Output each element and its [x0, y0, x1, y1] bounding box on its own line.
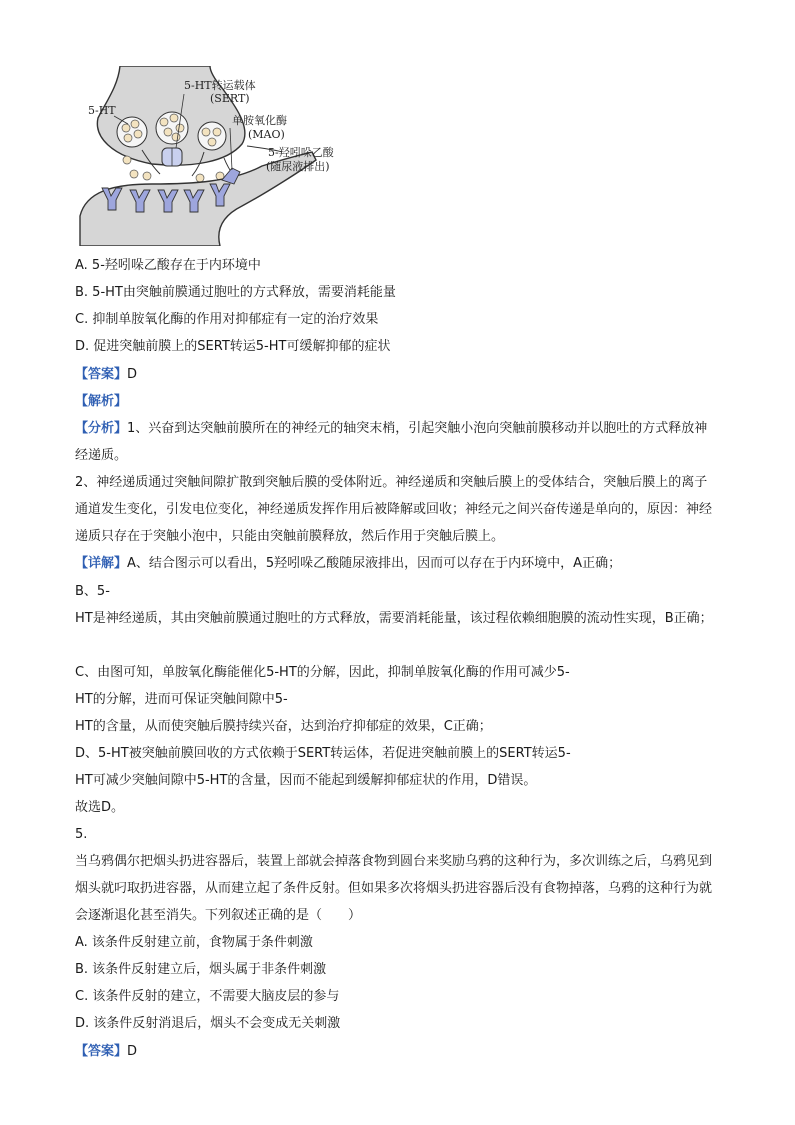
analysis-tag: 【解析】: [75, 394, 128, 409]
q4-detail-c2: HT的分解，进而可保证突触间隙中5-: [75, 692, 288, 707]
label-sert: 5-HT转运载体: [184, 79, 256, 92]
fenxi-1-text: 1、兴奋到达突触前膜所在的神经元的轴突末梢，引起突触小泡向突触前膜移动并以胞吐的方式释放神经递质。: [75, 421, 708, 463]
q4-option-c: C. 抑制单胺氧化酶的作用对抑郁症有一定的治疗效果: [75, 312, 379, 327]
answer-tag: 【答案】: [75, 367, 128, 382]
answer-value: D: [127, 367, 138, 382]
q5-option-c: C. 该条件反射的建立，不需要大脑皮层的参与: [75, 989, 340, 1004]
q4-answer-line: [75, 366, 137, 384]
q4-option-a: A. 5-羟吲哚乙酸存在于内环境中: [75, 258, 261, 273]
q5-answer-tag: 【答案】: [75, 1044, 128, 1059]
q4-conclusion: 故选D。: [75, 800, 125, 815]
q4-detail-c1: C、由图可知，单胺氧化酶能催化5-HT的分解，因此，抑制单胺氧化酶的作用可减少5-: [75, 665, 570, 680]
synapse-diagram: [72, 66, 372, 246]
q4-detail-d2: HT可减少突触间隙中5-HT的含量，因而不能起到缓解抑郁症状的作用，D错误。: [75, 773, 537, 788]
synapse-figure: [72, 66, 372, 246]
q4-detail-b2: HT是神经递质，其由突触前膜通过胞吐的方式释放，需要消耗能量，该过程依赖细胞膜的流动性实现，B正确；: [75, 611, 713, 626]
q5-option-a: A. 该条件反射建立前，食物属于条件刺激: [75, 935, 313, 950]
q5-number: 5.: [75, 827, 88, 842]
q4-option-b: B. 5-HT由突触前膜通过胞吐的方式释放，需要消耗能量: [75, 285, 396, 300]
label-mao-abbr: (MAO): [248, 128, 285, 141]
q4-detail-a: [75, 555, 621, 573]
label-sert-abbr: (SERT): [210, 92, 250, 105]
q5-option-b: B. 该条件反射建立后，烟头属于非条件刺激: [75, 962, 327, 977]
detail-a-text: A、结合图示可以看出，5羟吲哚乙酸随尿液排出，因而可以存在于内环境中，A正确；: [127, 556, 622, 571]
fenxi-tag: 【分析】: [75, 421, 128, 436]
q4-detail-c3: HT的含量，从而使突触后膜持续兴奋，达到治疗抑郁症的效果，C正确；: [75, 719, 492, 734]
q4-fenxi-2: 2、神经递质通过突触间隙扩散到突触后膜的受体附近。神经递质和突触后膜上的受体结合，突触后膜上的离子通道发生变化，引发电位变化，神经递质发挥作用后被降解或回收；神经元之间兴奋传递是单向的，原因：神经递质只存在于突触小泡中，只能由突触前膜释放，然后作用于突触后膜上。: [75, 475, 713, 544]
detail-tag: 【详解】: [75, 556, 128, 571]
q5-option-d: D. 该条件反射消退后，烟头不会变成无关刺激: [75, 1016, 341, 1031]
label-hiaa-note: (随尿液排出): [266, 160, 330, 173]
q5-stem: 当乌鸦偶尔把烟头扔进容器后，装置上部就会掉落食物到圆台来奖励乌鸦的这种行为，多次训练之后，乌鸦见到烟头就叼取扔进容器，从而建立起了条件反射。但如果多次将烟头扔进容器后没有食物掉落，乌鸦的这种行为就会逐渐退化甚至消失。下列叙述正确的是（ ）: [75, 854, 713, 923]
label-hiaa: 5-羟吲哚乙酸: [268, 146, 334, 159]
label-5ht: 5-HT: [88, 104, 116, 117]
q4-analysis-line: [75, 393, 127, 411]
q4-detail-d1: D、5-HT被突触前膜回收的方式依赖于SERT转运体，若促进突触前膜上的SERT转运5-: [75, 746, 571, 761]
q4-fenxi-1: [75, 415, 720, 469]
q4-detail-b1: B、5-: [75, 584, 110, 599]
q4-option-d: D. 促进突触前膜上的SERT转运5-HT可缓解抑郁的症状: [75, 339, 391, 354]
q5-answer-line: [75, 1043, 137, 1061]
q5-answer-value: D: [127, 1044, 138, 1059]
label-mao: 单胺氧化酶: [232, 114, 287, 127]
